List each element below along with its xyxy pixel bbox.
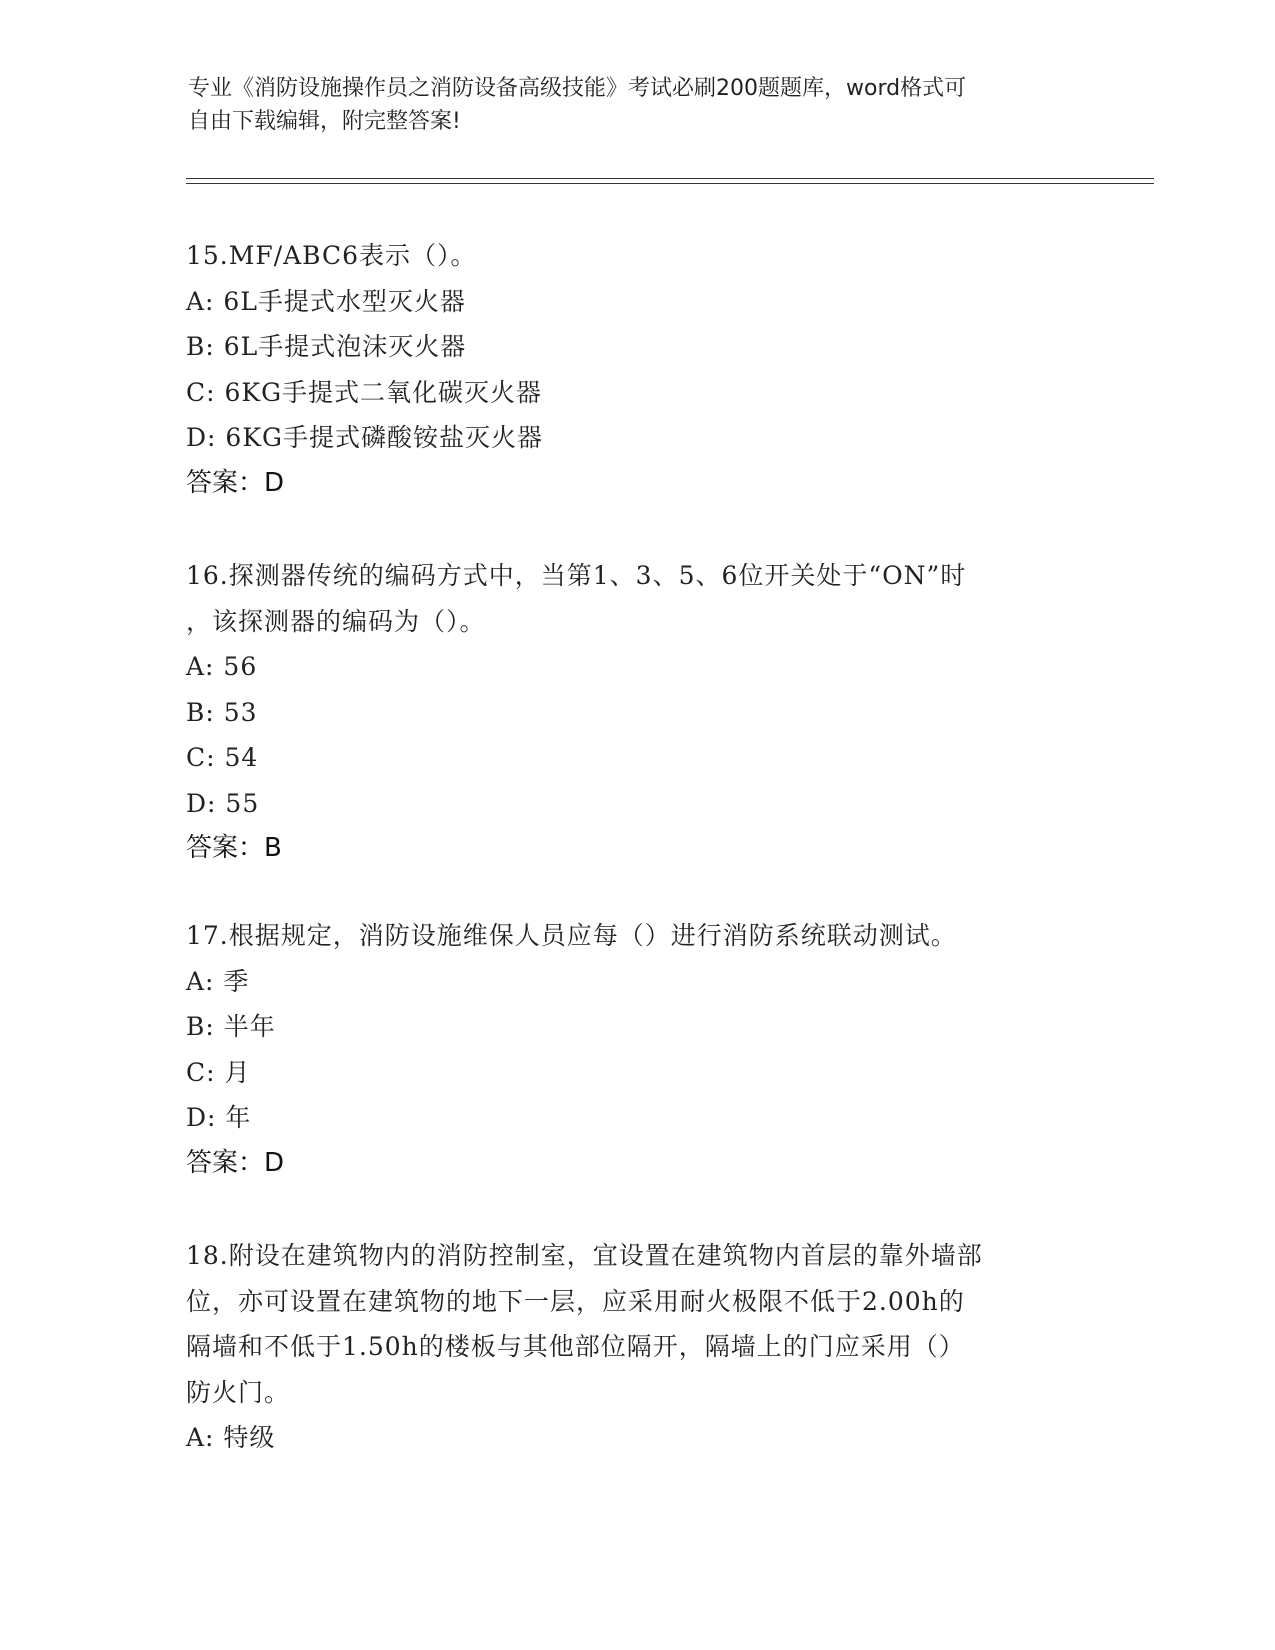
answer: 答案：B xyxy=(186,833,282,863)
header-line-2: 自由下载编辑，附完整答案! xyxy=(188,109,461,134)
answer: 答案：D xyxy=(186,1147,285,1178)
option-c: C: 54 xyxy=(186,743,259,772)
option-c: C: 6KG手提式二氧化碳灭火器 xyxy=(186,377,543,407)
question-15 xyxy=(186,233,1086,506)
question-17 xyxy=(186,913,1086,1186)
option-b: B: 半年 xyxy=(186,1012,276,1041)
question-text-cont: 位，亦可设置在建筑物的地下一层，应采用耐火极限不低于2.00h的 xyxy=(186,1286,965,1316)
document-header xyxy=(188,72,1088,138)
answer: 答案：D xyxy=(186,467,285,498)
option-a: A: 特级 xyxy=(186,1423,276,1452)
question-text-cont: 隔墙和不低于1.50h的楼板与其他部位隔开，隔墙上的门应采用（） xyxy=(186,1332,965,1361)
option-b: B: 53 xyxy=(186,697,258,727)
question-text: 17.根据规定，消防设施维保人员应每（）进行消防系统联动测试。 xyxy=(186,921,957,950)
option-c: C: 月 xyxy=(186,1057,251,1087)
option-a: A: 季 xyxy=(186,966,250,996)
header-line-1: 专业《消防设施操作员之消防设备高级技能》考试必刷200题题库，word格式可 xyxy=(188,76,967,101)
option-a: A: 6L手提式水型灭火器 xyxy=(186,286,466,316)
question-18 xyxy=(186,1233,1086,1461)
question-text-cont: ，该探测器的编码为（）。 xyxy=(186,606,486,636)
header-divider-top xyxy=(186,178,1154,179)
question-16 xyxy=(186,553,1086,872)
option-d: D: 55 xyxy=(186,788,260,818)
option-a: A: 56 xyxy=(186,652,258,681)
question-text: 16.探测器传统的编码方式中，当第1、3、5、6位开关处于“ON”时 xyxy=(186,561,967,590)
question-text: 18.附设在建筑物内的消防控制室，宜设置在建筑物内首层的靠外墙部 xyxy=(186,1241,983,1270)
question-text-cont: 防火门。 xyxy=(186,1377,291,1407)
header-divider-bottom xyxy=(186,183,1154,184)
question-text: 15.MF/ABC6表示（）。 xyxy=(186,241,477,270)
option-d: D: 年 xyxy=(186,1103,252,1132)
option-b: B: 6L手提式泡沫灭火器 xyxy=(186,332,467,361)
option-d: D: 6KG手提式磷酸铵盐灭火器 xyxy=(186,423,543,452)
